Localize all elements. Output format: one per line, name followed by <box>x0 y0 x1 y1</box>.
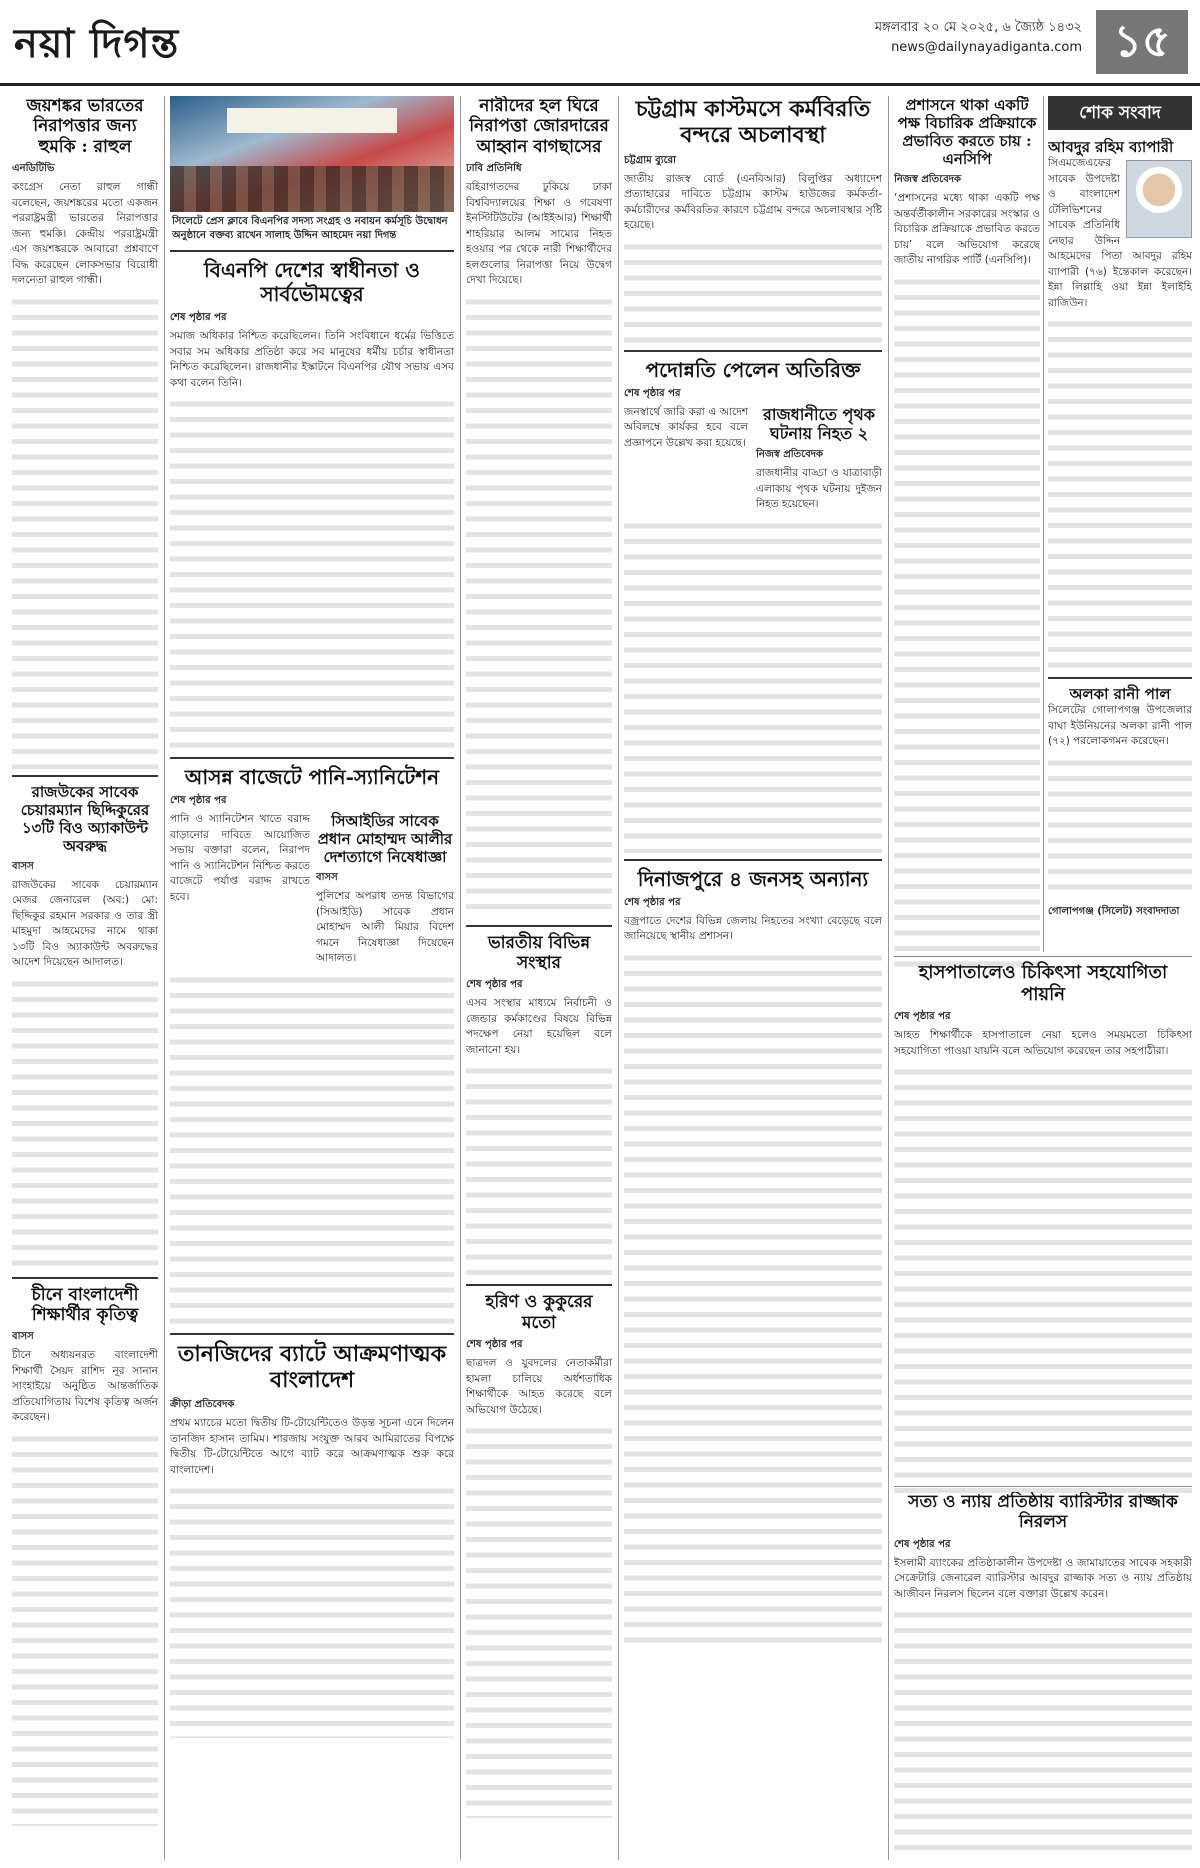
article-continuation-lines <box>1048 750 1192 900</box>
article-continuation-lines <box>170 967 454 1327</box>
photo-stage-banner <box>227 108 397 134</box>
byline: এনডিটিভি <box>12 163 55 175</box>
article-continuation-lines <box>12 1426 158 1826</box>
obituary-section-title: শোক সংবাদ <box>1048 96 1192 130</box>
article-body: চীনে অধ্যয়নরত বাংলাদেশী শিক্ষার্থী সৈয়দ রাশিদ নূর সানান সাংহাইয়ে অনুষ্ঠিত আন্তর্জাতিক প্রতিযোগিতায় বিশেষ কৃতিত্ব অর্জন করেছেন। <box>12 1349 158 1424</box>
headline[interactable]: হরিণ ও কুকুরের মতো <box>485 1292 593 1333</box>
headline[interactable]: বিএনপি দেশের স্বাধীনতা ও সার্বভৌমত্বের <box>203 258 421 306</box>
column-center-left <box>170 96 454 1860</box>
article-continuation-lines <box>170 391 454 751</box>
continued-label: শেষ পৃষ্ঠার পর <box>624 896 681 908</box>
event-photo <box>170 96 454 212</box>
column-left <box>12 96 158 1860</box>
column-center-right <box>624 96 882 1860</box>
continued-label: শেষ পৃষ্ঠার পর <box>170 795 227 806</box>
article-body: ইসলামী ব্যাংকের প্রতিষ্ঠাকালীন উপদেষ্টা ও জামায়াতের সাবেক সহকারী সেক্রেটারি জেনারেল ব্যারিস্টার আবদুর রাজ্জাক সত্য ও ন্যায় প্রতিষ্ঠায় আজীবন নিরলস ছিলেন বলে বক্তারা উল্লেখ করেন। <box>894 1556 1192 1600</box>
article-capital-accident[interactable] <box>756 405 882 513</box>
headline[interactable]: প্রশাসনে থাকা একটি পক্ষ বিচারিক প্রক্রিয়াকে প্রভাবিত করতে চায় : এনসিপি <box>897 96 1037 168</box>
headline[interactable]: চীনে বাংলাদেশী শিক্ষার্থীর কৃতিত্ব <box>31 1284 139 1326</box>
headline[interactable]: চট্টগ্রাম কাস্টমসে কর্মবিরতি বন্দরে অচলাবস্থা <box>635 96 871 149</box>
article-continuation-lines <box>466 1418 612 1818</box>
article-body: প্রথম ম্যাচের মতো দ্বিতীয় টি-টোয়েন্টিতেও উড়ন্ত সূচনা এনে দিলেন তানজিদ হাসান তামিম। শারজায় সংযুক্ত আরব আমিরাতের বিপক্ষে দ্বিতীয় টি-টোয়েন্টিতে আগে ব্যাট করে আক্রমণাত্মক শুরু করে বাংলাদেশ। <box>170 1417 454 1476</box>
column-divider <box>164 96 165 1860</box>
article-continuation-lines <box>624 945 882 1645</box>
article-cid[interactable] <box>316 812 454 967</box>
continued-label: শেষ পৃষ্ঠার পর <box>894 1538 951 1550</box>
article-continuation-lines <box>894 1059 1192 1499</box>
section-rule <box>894 956 1192 957</box>
headline[interactable]: সিআইডির সাবেক প্রধান মোহাম্মদ আলীর দেশত্যাগে নিষেধাজ্ঞা <box>317 812 453 866</box>
article-continuation-lines <box>1048 311 1192 671</box>
credit: গোলাপগঞ্জ (সিলেট) সংবাদদাতা <box>1048 905 1180 917</box>
column-obituary <box>1048 138 1192 946</box>
article-jaishankar[interactable] <box>12 96 158 769</box>
newspaper-logo: নয়া দিগন্ত <box>14 20 180 67</box>
article-continuation-lines <box>894 1602 1192 1860</box>
article-budget[interactable] <box>170 757 454 1327</box>
article-body: কংগ্রেস নেতা রাহুল গান্ধী বলেছেন, জয়শঙ্করের মতো একজন পররাষ্ট্রমন্ত্রী ভারতের নিরাপত্তার জন্য হুমকি। কেন্দ্রীয় পররাষ্ট্রমন্ত্রী এস জয়শঙ্করকে আবারো প্রশ্নবাণে বিদ্ধ করেছেন লোকসভার বিরোধী দলনেতা রাহুল গান্ধী। <box>12 181 158 287</box>
obituary-body: সিএমজেএফের সাবেক উপদেষ্টা ও বাংলাদেশ টেলিভিশনের সাবেক প্রতিনিধি নেছার উদ্দিন আহমেদের পিতা আবদুর রহিম ব্যাপারী (৭৬) ইন্তেকাল করেছেন। ইন্না লিল্লাহি ওয়া ইন্না ইলাইহি রাজিউন। <box>1048 157 1192 309</box>
article-sovereignty[interactable] <box>170 250 454 751</box>
obituary-portrait <box>1126 160 1192 238</box>
column-divider <box>618 96 619 1860</box>
article-women-hall[interactable] <box>466 96 612 919</box>
article-body: জাতীয় রাজস্ব বোর্ড (এনবিআর) বিলুপ্তির অধ্যাদেশ প্রত্যাহারের দাবিতে চট্টগ্রাম কাস্টম হাউজের কর্মকর্তা-কর্মচারীদের কর্মবিরতির কারণে চট্টগ্রাম বন্দরে অচলাবস্থার সৃষ্টি হয়েছে। <box>624 172 882 232</box>
column-center <box>466 96 612 1860</box>
headline[interactable]: সত্য ও ন্যায় প্রতিষ্ঠায় ব্যারিস্টার রাজ্জাক নিরলস <box>908 1492 1178 1533</box>
article-body: ‘প্রশাসনের মধ্যে থাকা একটি পক্ষ অন্তর্বর্তীকালীন সরকারের সংস্কার ও বিচারিক প্রক্রিয়াকে প্রভাবিত করতে চায়’ বলে অভিযোগ করেছে জাতীয় নাগরিক পার্টি (এনসিপি)। <box>894 192 1040 266</box>
article-customs[interactable] <box>624 96 882 344</box>
continued-label: শেষ পৃষ্ঠার পর <box>170 312 227 323</box>
article-hospital[interactable] <box>894 962 1192 1499</box>
column-divider <box>1043 96 1044 952</box>
headline[interactable]: নারীদের হল ঘিরে নিরাপত্তা জোরদারের আহ্বান বাগছাসের <box>469 96 609 157</box>
byline: ঢাবি প্রতিনিধি <box>466 163 522 175</box>
article-deer[interactable] <box>466 1284 612 1818</box>
continued-label: শেষ পৃষ্ঠার পর <box>894 1011 951 1023</box>
article-body: ছাত্রদল ও যুবদলের নেতাকর্মীরা হামলা চালিয়ে অর্ধশতাধিক শিক্ষার্থীকে আহত করেছে বলে অভিযোগ উঠেছে। <box>466 1357 612 1416</box>
headline[interactable]: জয়শঙ্কর ভারতের নিরাপত্তার জন্য হুমকি : রাহুল <box>26 96 144 157</box>
byline: ক্রীড়া প্রতিবেদক <box>170 1399 235 1411</box>
section-rule <box>894 1486 1192 1487</box>
article-alaka[interactable] <box>1048 677 1192 921</box>
headline[interactable]: দিনাজপুরে ৪ জনসহ অন্যান্য <box>637 866 869 891</box>
masthead <box>0 0 1200 86</box>
article-body: জনস্বার্থে জারি করা এ আদেশ অবিলম্বে কার্যকর হবে বলে প্রজ্ঞাপনে উল্লেখ করা হয়েছে। <box>624 405 748 449</box>
continued-label: শেষ পৃষ্ঠার পর <box>624 387 681 399</box>
continued-label: শেষ পৃষ্ঠার পর <box>466 1339 523 1351</box>
issue-website[interactable]: news@dailynayadiganta.com <box>891 40 1082 55</box>
issue-meta <box>875 18 1082 58</box>
article-ec[interactable] <box>894 96 1040 969</box>
article-body: রাজধানীর বাড্ডা ও যাত্রাবাড়ী এলাকায় পৃথক ঘটনায় দুইজন নিহত হয়েছেন। <box>756 467 882 511</box>
headline[interactable]: ভারতীয় বিভিন্ন সংস্থার <box>487 932 591 974</box>
continued-label: শেষ পৃষ্ঠার পর <box>466 979 523 991</box>
article-dinajpur[interactable] <box>624 859 882 1645</box>
article-body: রাজউকের সাবেক চেয়ারম্যান মেজর জেনারেল (অব:) মো: ছিদ্দিকুর রহমান সরকার ও তার স্ত্রী মাহমুদা আহমেদের নামে থাকা ১৩টি বিও অ্যাকাউন্ট অবরুদ্ধের আদেশ দিয়েছেন আদালত। <box>12 878 158 969</box>
byline: নিজস্ব প্রতিবেদক <box>756 449 824 461</box>
article-barrister[interactable] <box>894 1492 1192 1860</box>
headline[interactable]: রাজউকের সাবেক চেয়ারম্যান ছিদ্দিকুরের ১৩টি বিও অ্যাকাউন্ট অবরুদ্ধ <box>20 782 150 855</box>
article-china[interactable] <box>12 1277 158 1826</box>
column-divider <box>888 96 889 1860</box>
article-continuation-lines <box>624 234 882 344</box>
article-body: সিলেটের গোলাপগঞ্জ উপজেলার বাঘা ইউনিয়নের অলকা রানী পাল (৭২) পরলোকগমন করেছেন। <box>1048 704 1192 747</box>
headline[interactable]: তানজিদের ব্যাটে আক্রমণাত্মক বাংলাদেশ <box>177 1340 447 1393</box>
headline[interactable]: পদোন্নতি পেলেন অতিরিক্ত <box>645 357 861 382</box>
article-continuation-lines <box>12 289 158 769</box>
byline: চট্টগ্রাম ব্যুরো <box>624 154 677 166</box>
article-body: বজ্রপাতে দেশের বিভিন্ন জেলায় নিহতের সংখ্যা বেড়েছে বলে জানিয়েছে স্থানীয় প্রশাসন। <box>624 914 882 943</box>
article-body: আহত শিক্ষার্থীকে হাসপাতালে নেয়া হলেও সময়মতো চিকিৎসা সহযোগিতা পাওয়া যায়নি বলে অভিযোগ করেছেন তার সহপাঠীরা। <box>894 1029 1192 1057</box>
issue-date: মঙ্গলবার ২০ মে ২০২৫, ৬ জ্যৈষ্ঠ ১৪৩২ <box>874 20 1082 35</box>
article-body: পানি ও স্যানিটেশন খাতে বরাদ্দ বাড়ানোর দাবিতে আয়োজিত সভায় বক্তারা বলেন, নিরাপদ পানি ও স্যানিটেশন নিশ্চিত করতে বাজেটে পর্যাপ্ত বরাদ্দ রাখতে হবে। <box>170 813 310 903</box>
article-continuation-lines <box>170 1478 454 1738</box>
byline: বাসস <box>12 860 34 872</box>
article-continuation-lines <box>624 513 882 853</box>
article-continuation-lines <box>894 269 1040 969</box>
page-number: ১৫ <box>1096 10 1188 74</box>
headline[interactable]: অলকা রানী পাল <box>1069 685 1171 703</box>
headline[interactable]: আসন্ন বাজেটে পানি-স্যানিটেশন <box>184 765 440 789</box>
obituary-name[interactable]: আবদুর রহিম ব্যাপারী <box>1048 138 1174 156</box>
article-body: পুলিশের অপরাধ তদন্ত বিভাগের (সিআইডি) সাবেক প্রধান মোহাম্মদ আলী মিয়ার বিদেশ গমনে নিষেধাজ্ঞা দিয়েছেন আদালত। <box>316 890 454 964</box>
column-divider <box>460 96 461 1860</box>
article-promotion[interactable] <box>624 350 882 853</box>
photo-caption: সিলেটে প্রেস ক্লাবে বিএনপির সদস্য সংগ্রহ ও নবায়ন কর্মসূচি উদ্বোধন অনুষ্ঠানে বক্তব্য রাখেন সালাহ উদ্দিন আহমেদ নয়া দিগন্ত <box>172 216 448 241</box>
article-body: এসব সংস্থার মাধ্যমে নির্বাচনী ও জেন্ডার কর্মকাণ্ডের বিষয়ে বিভিন্ন পদক্ষেপ নেয়া হয়েছিল বলে জানানো হয়। <box>466 997 612 1056</box>
byline: বাসস <box>12 1331 34 1343</box>
article-continuation-lines <box>466 1058 612 1278</box>
article-body: সমাজ অধিকার নিশ্চিত করেছিলেন। তিনি সংবিধানে ধর্মের ভিত্তিতে সবার সম অধিকার প্রতিষ্ঠা করে সব মানুষের ধর্মীয় চর্চার স্বাধীনতা নিশ্চিত করেছিলেন। রাজধানীর ইস্কাটনে বিএনপির যৌথ সভায় এসব কথা বলেন তিনি। <box>170 330 454 389</box>
article-continuation-lines <box>466 289 612 919</box>
headline[interactable]: রাজধানীতে পৃথক ঘটনায় নিহত ২ <box>763 404 875 443</box>
byline: বাসস <box>316 872 338 883</box>
article-reform[interactable] <box>466 925 612 1279</box>
article-chhindu[interactable] <box>12 775 158 1271</box>
article-continuation-lines <box>12 971 158 1271</box>
headline[interactable]: হাসপাতালেও চিকিৎসা সহযোগিতা পায়নি <box>918 962 1168 1005</box>
article-tanzid[interactable] <box>170 1333 454 1739</box>
byline: নিজস্ব প্রতিবেদক <box>894 174 962 185</box>
article-body: বহিরাগতদের ঢুকিয়ে ঢাকা বিশ্ববিদ্যালয়ের শিক্ষা ও গবেষণা ইনস্টিটিউটের (আইইআর) শিক্ষার্থী শাহরিয়ার আলম সাম্যের নিহত হওয়ার পর থেকে নারী শিক্ষার্থীদের হলগুলোর নিরাপত্তা নিয়ে উদ্বেগ দেখা দিয়েছে। <box>466 181 612 287</box>
photo-crowd <box>170 166 454 212</box>
